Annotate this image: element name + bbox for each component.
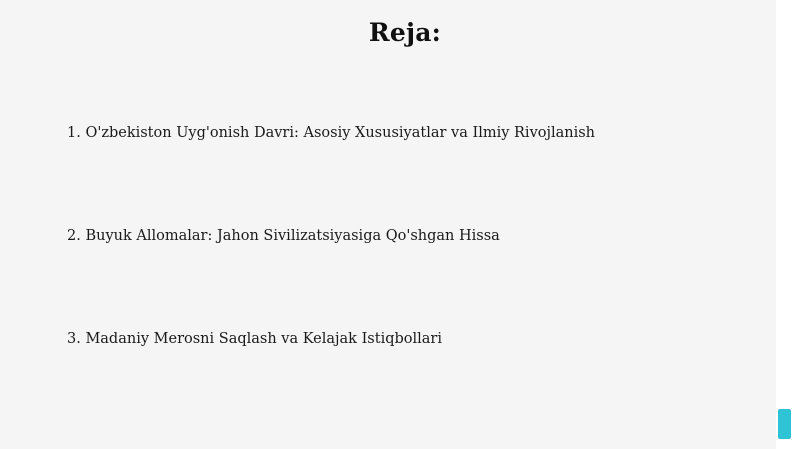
agenda-item-1: 1. O'zbekiston Uyg'onish Davri: Asosiy Xususiyatlar va Ilmiy Rivojlanish <box>67 125 596 141</box>
agenda-item-3: 3. Madaniy Merosni Saqlash va Kelajak Istiqbollari <box>67 331 442 347</box>
scrollbar-thumb[interactable] <box>778 409 791 439</box>
agenda-item-2: 2. Buyuk Allomalar: Jahon Sivilizatsiyasiga Qo'shgan Hissa <box>67 228 500 244</box>
slide-title: Reja: <box>368 18 442 47</box>
scrollbar-track[interactable] <box>776 0 800 449</box>
